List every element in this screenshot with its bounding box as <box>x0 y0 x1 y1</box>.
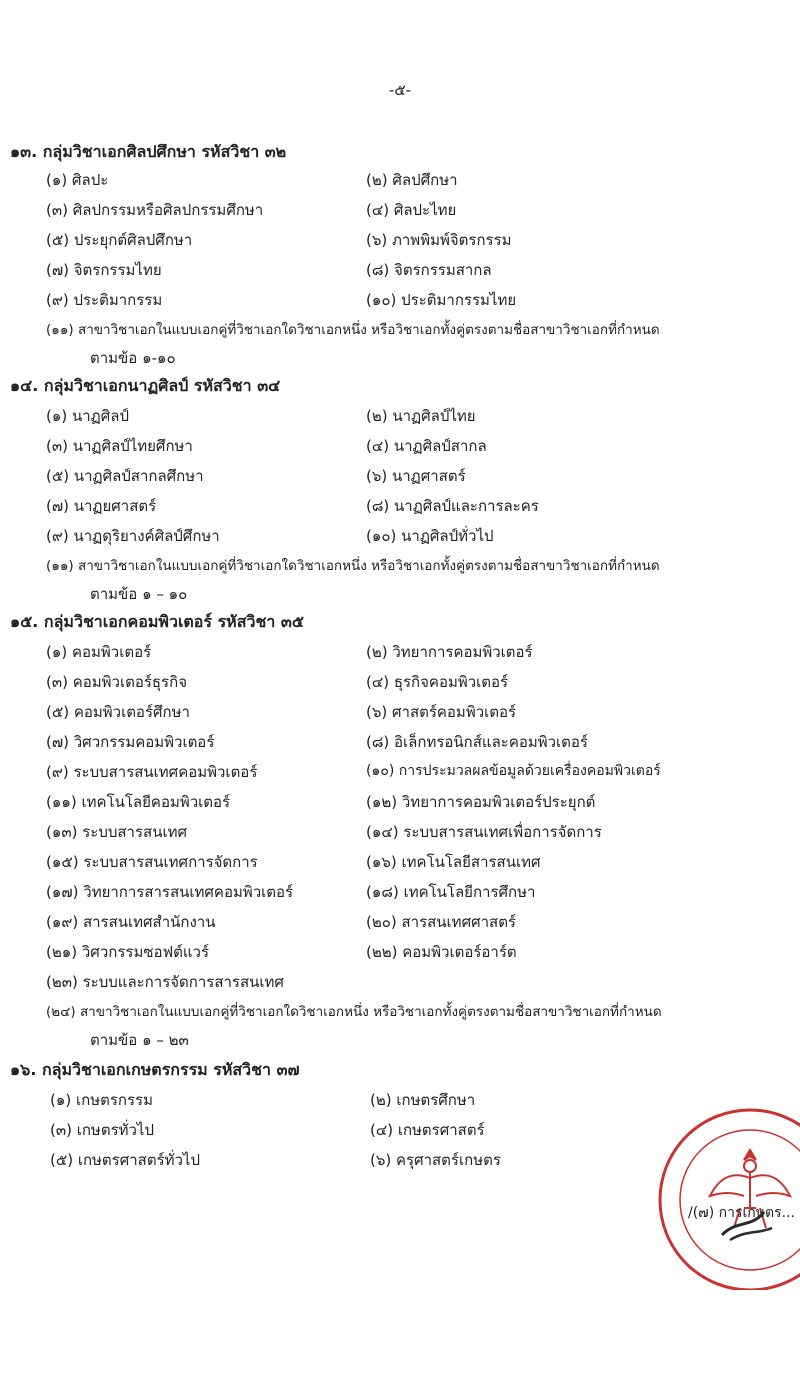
list-item: (๕) ประยุกต์ศิลปศึกษา <box>46 231 193 249</box>
list-item: (๑๔) ระบบสารสนเทศเพื่อการจัดการ <box>366 823 602 841</box>
list-item: (๖) ศาสตร์คอมพิวเตอร์ <box>366 703 517 721</box>
list-item: (๗) นาฏยศาสตร์ <box>46 497 157 515</box>
page-number: -๕- <box>388 81 412 99</box>
list-item: (๖) ภาพพิมพ์จิตรกรรม <box>366 231 512 249</box>
list-item: (๓) คอมพิวเตอร์ธุรกิจ <box>46 673 187 691</box>
list-item: (๑๐) ประติมากรรมไทย <box>366 291 517 309</box>
list-item: (๑) เกษตรกรรม <box>50 1091 153 1109</box>
list-item: (๗) วิศวกรรมคอมพิวเตอร์ <box>46 733 215 751</box>
list-item: (๘) นาฏศิลป์และการละคร <box>366 497 539 515</box>
list-item: (๒) นาฏศิลป์ไทย <box>366 407 476 425</box>
list-item: (๓) ศิลปกรรมหรือศิลปกรรมศึกษา <box>46 201 264 219</box>
list-item: (๕) คอมพิวเตอร์ศึกษา <box>46 703 190 721</box>
list-item: (๑) นาฏศิลป์ <box>46 407 129 425</box>
list-item: (๒๒) คอมพิวเตอร์อาร์ต <box>366 943 517 961</box>
list-item: (๒) ศิลปศึกษา <box>366 171 458 189</box>
section-14-title: ๑๔. กลุ่มวิชาเอกนาฏศิลป์ รหัสวิชา ๓๔ <box>10 376 281 395</box>
list-item: (๙) นาฏดุริยางค์ศิลป์ศึกษา <box>46 527 220 545</box>
list-item: (๔) ธุรกิจคอมพิวเตอร์ <box>366 673 509 691</box>
list-item: (๕) นาฏศิลป์สากลศึกษา <box>46 467 204 485</box>
list-item-long: (๒๔) สาขาวิชาเอกในแบบเอกคู่ที่วิชาเอกใดวิชาเอกหนึ่ง หรือวิชาเอกทั้งคู่ตรงตามชื่อสาขาวิชาเอกที่กำหนด <box>46 1004 662 1020</box>
list-item: (๑) คอมพิวเตอร์ <box>46 643 152 661</box>
list-item-long-cont: ตามข้อ ๑ – ๑๐ <box>90 585 188 603</box>
list-item: (๘) อิเล็กทรอนิกส์และคอมพิวเตอร์ <box>366 733 588 751</box>
list-item: (๒๐) สารสนเทศศาสตร์ <box>366 913 516 931</box>
list-item-long-cont: ตามข้อ ๑-๑๐ <box>90 349 176 367</box>
list-item: (๖) นาฏศาสตร์ <box>366 467 466 485</box>
list-item: (๖) ครุศาสตร์เกษตร <box>370 1151 501 1169</box>
list-item: (๒๓) ระบบและการจัดการสารสนเทศ <box>46 973 284 991</box>
list-item: (๓) นาฏศิลป์ไทยศึกษา <box>46 437 193 455</box>
list-item: (๙) ประติมากรรม <box>46 291 163 309</box>
list-item: (๔) เกษตรศาสตร์ <box>370 1121 485 1139</box>
list-item: (๒) เกษตรศึกษา <box>370 1091 476 1109</box>
list-item-long-cont: ตามข้อ ๑ – ๒๓ <box>90 1031 189 1049</box>
list-item-long: (๑๑) สาขาวิชาเอกในแบบเอกคู่ที่วิชาเอกใดวิชาเอกหนึ่ง หรือวิชาเอกทั้งคู่ตรงตามชื่อสาขาวิชาเอกที่กำหนด <box>46 322 660 338</box>
list-item: (๑๓) ระบบสารสนเทศ <box>46 823 187 841</box>
list-item: (๕) เกษตรศาสตร์ทั่วไป <box>50 1151 200 1169</box>
list-item: (๑๒) วิทยาการคอมพิวเตอร์ประยุกต์ <box>366 793 596 811</box>
list-item: (๓) เกษตรทั่วไป <box>50 1121 154 1139</box>
list-item: (๘) จิตรกรรมสากล <box>366 261 492 279</box>
list-item: (๑) ศิลปะ <box>46 171 109 189</box>
official-seal-icon <box>640 1100 800 1290</box>
list-item: (๑๘) เทคโนโลยีการศึกษา <box>366 883 536 901</box>
section-15-title: ๑๕. กลุ่มวิชาเอกคอมพิวเตอร์ รหัสวิชา ๓๕ <box>10 612 304 631</box>
list-item: (๑๐) การประมวลผลข้อมูลด้วยเครื่องคอมพิวเตอร์ <box>366 763 661 779</box>
list-item: (๗) จิตรกรรมไทย <box>46 261 162 279</box>
list-item: (๑๕) ระบบสารสนเทศการจัดการ <box>46 853 258 871</box>
list-item: (๔) ศิลปะไทย <box>366 201 457 219</box>
list-item: (๑๑) เทคโนโลยีคอมพิวเตอร์ <box>46 793 231 811</box>
list-item: (๙) ระบบสารสนเทศคอมพิวเตอร์ <box>46 763 258 781</box>
list-item: (๑๙) สารสนเทศสำนักงาน <box>46 913 216 931</box>
section-13-title: ๑๓. กลุ่มวิชาเอกศิลปศึกษา รหัสวิชา ๓๒ <box>10 142 287 161</box>
list-item: (๔) นาฏศิลป์สากล <box>366 437 487 455</box>
list-item-long: (๑๑) สาขาวิชาเอกในแบบเอกคู่ที่วิชาเอกใดวิชาเอกหนึ่ง หรือวิชาเอกทั้งคู่ตรงตามชื่อสาขาวิชาเอกที่กำหนด <box>46 558 660 574</box>
list-item: (๑๖) เทคโนโลยีสารสนเทศ <box>366 853 541 871</box>
list-item: (๒) วิทยาการคอมพิวเตอร์ <box>366 643 533 661</box>
list-item: (๑๗) วิทยาการสารสนเทศคอมพิวเตอร์ <box>46 883 294 901</box>
list-item: (๑๐) นาฏศิลป์ทั่วไป <box>366 527 494 545</box>
section-16-title: ๑๖. กลุ่มวิชาเอกเกษตรกรรม รหัสวิชา ๓๗ <box>10 1060 300 1079</box>
list-item: (๒๑) วิศวกรรมซอฟต์แวร์ <box>46 943 210 961</box>
continuation-note: /(๗) การเกษตร... <box>688 1205 795 1221</box>
